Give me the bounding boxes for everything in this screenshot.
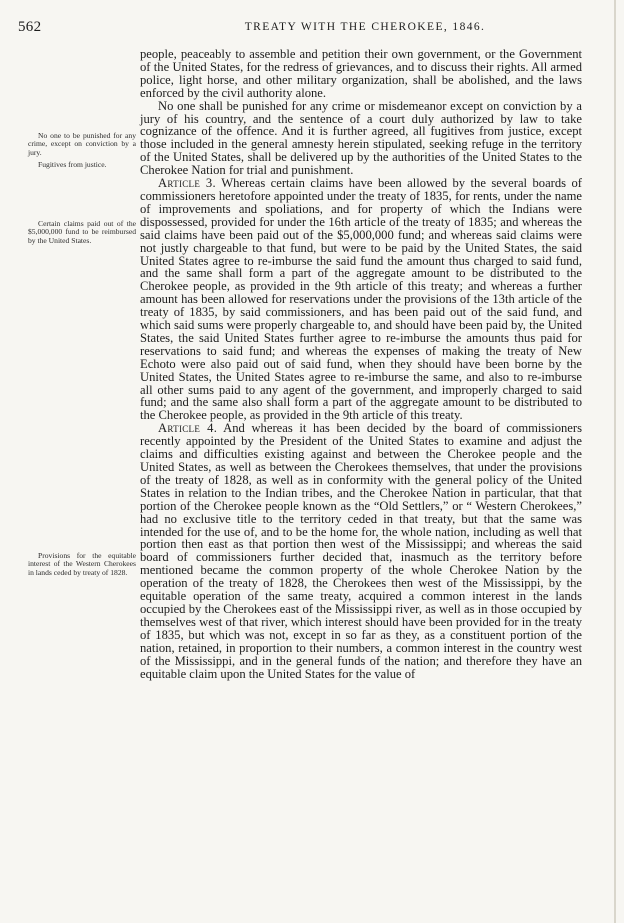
- margin-note-claims: Certain claims paid out of the $5,000,000 fund to be reimbursed by the United States.: [28, 219, 136, 245]
- paragraph-text: No one shall be punished for any crime or misdemeanor except on conviction by a jury of his country, and the sentence of a court duly authorized by law to take cognizance of the offence. And it is further agreed, all fugitives from justice, except those included in the general amnesty herein stipulated, seeking refuge in the territory of the United States, shall be delivered up by the authorities of the United States to the Cherokee Nation for trial and punishment.: [140, 98, 582, 178]
- paragraph-text: Whereas certain claims have been allowed by the several boards of commissioners heretofore appointed under the treaty of 1835, for rents, under the name of improvements and spoliations, and for property of which the Indians were dispossessed, provided for under the 16th article of the treaty of 1835; and whereas the said claims have been paid out of the $5,000,000 fund; and whereas said claims were not justly chargeable to that fund, but were to be paid by the United States, the said United States agree to re-imburse the said fund the amount thus charged to said fund, and the same shall form a part of the aggregate amount to be distributed to the Cherokee people, as provided in the 9th article of this treaty; and whereas a further amount has been allowed for reservations under the provisions of the 13th article of the treaty of 1835, by said commissioners, and has been paid out of the said fund, and which said sums were properly chargeable to, and should have been paid by, the United States, the said United States further agree to re-imburse the amounts thus paid for reservations to said fund; and whereas the expenses of making the treaty of New Echoto were also paid out of said fund, when they should have been borne by the United States, the United States agree to re-imburse the same, and also to re-imburse all other sums paid to any agent of the government, and improperly charged to said fund; and the same also shall form a part of the aggregate amount to be distributed to the Cherokee people, as provided in the 9th article of this treaty.: [140, 176, 583, 423]
- paragraph-text: And whereas it has been decided by the board of commissioners recently appointed by the President of the United States to examine and adjust the claims and difficulties existing against and between the Cherokee people and the United States, as well as between the Cherokees themselves, that under the provisions of the treaty of 1828, as well as in conformity with the general policy of the United States in relation to the Indian tribes, and the Cherokee Nation in particular, that that portion of the Cherokee people known as the “Old Settlers,” or “ Western Cherokees,” had no exclusive title to the territory ceded in that treaty, but that the same was intended for the use of, and to be the home for, the whole nation, including as well that portion then east as that portion then west of the Mississippi; and whereas the said board of commissioners further decided that, inasmuch as the territory before mentioned became the common property of the whole Cherokee Nation by the operation of the treaty of 1828, the Cherokees then west of the Mississippi, by the equitable operation of the same treaty, acquired a common interest in the lands occupied by the Cherokees east of the Mississippi river, as well as in those occupied by themselves west of that river, which interest should have been provided for in the treaty of 1835, but which was not, except in so far as they, as a constituent portion of the nation, retained, in proportion to their numbers, a common interest in the country west of the Mississippi, and in the general funds of the nation; and therefore they have an equitable claim upon the United States for the value of: [140, 421, 582, 681]
- margin-note-no-punishment: No one to be punished for any crime, except on conviction by a jury.: [28, 131, 136, 157]
- paragraph-rights: [140, 48, 582, 100]
- margin-note-western-cherokees: Provisions for the equitable interest of the Western Cherokees in lands ceded by treaty of 1828.: [28, 551, 136, 577]
- margin-note-fugitives: Fugitives from justice.: [38, 160, 107, 169]
- page-number: 562: [18, 19, 42, 35]
- running-head: TREATY WITH THE CHEROKEE, 1846.: [244, 21, 486, 33]
- paragraph-article-3: [140, 177, 582, 422]
- paragraph-punishment: [140, 100, 582, 177]
- article-label: Article 3.: [158, 176, 216, 191]
- page-header: [0, 19, 624, 39]
- paragraph-article-4: [140, 422, 582, 680]
- body-text: [140, 48, 582, 680]
- paragraph-text: people, peaceably to assemble and petition their own government, or the Government of the United States, for the redress of grievances, and to discuss their rights. All armed police, light horse, and other military organization, shall be abolished, and the laws enforced by the civil authority alone.: [140, 47, 582, 100]
- article-label: Article 4.: [158, 421, 218, 436]
- scan-edge: [614, 0, 616, 923]
